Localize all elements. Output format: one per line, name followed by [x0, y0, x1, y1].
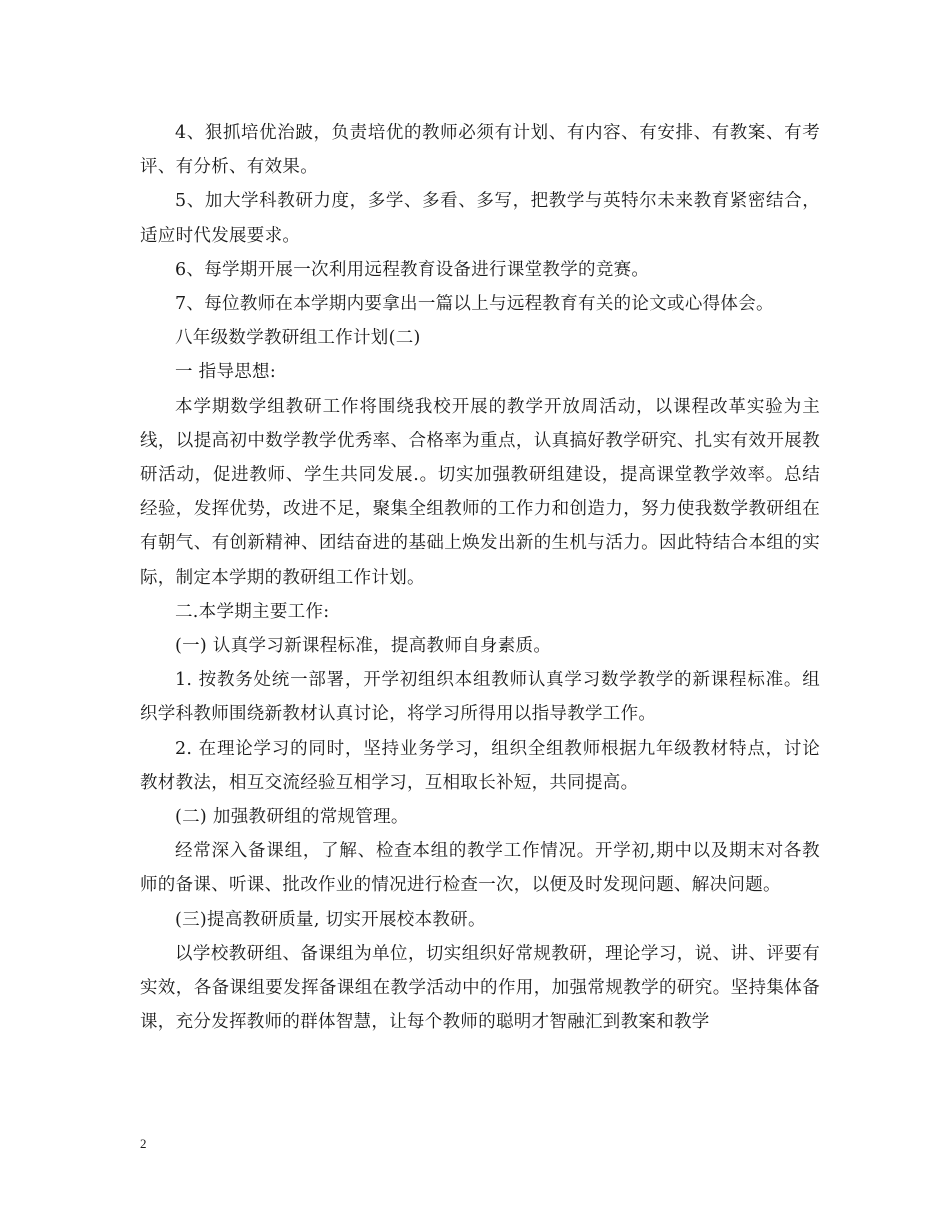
heading-guiding-ideology: 一 指导思想: — [175, 362, 277, 383]
paragraph-research-quality: 以学校教研组、备课组为单位，切实组织好常规教研，理论学习，说、讲、评要有实效，各备课组要发挥备课组在教学活动中的作用，加强常规教学的研究。坚持集体备课，充分发挥教师的群体智慧，让每个教师的聪明才智融汇到教案和教学 — [140, 943, 820, 1033]
section-title: 八年级数学教研组工作计划(二) — [175, 328, 421, 349]
heading-main-work: 二.本学期主要工作: — [175, 601, 330, 622]
paragraph-study-item-1: 1. 按教务处统一部署，开学初组织本组教师认真学习数学教学的新课程标准。组织学科教师围绕新教材认真讨论，将学习所得用以指导教学工作。 — [140, 670, 820, 725]
paragraph-item-5: 5、加大学科教研力度，多学、多看、多写，把教学与英特尔未来教育紧密结合，适应时代发展要求。 — [140, 191, 820, 246]
paragraph-item-6: 6、每学期开展一次利用远程教育设备进行课堂教学的竞赛。 — [175, 259, 650, 280]
page-number: 2 — [140, 1136, 147, 1151]
document-body — [140, 116, 820, 1039]
paragraph-routine-management: 经常深入备课组，了解、检查本组的教学工作情况。开学初,期中以及期末对各教师的备课、听课、批改作业的情况进行检查一次，以便及时发现问题、解决问题。 — [140, 841, 820, 896]
subheading-study-standards: (一) 认真学习新课程标准，提高教师自身素质。 — [175, 636, 552, 657]
paragraph-study-item-2: 2. 在理论学习的同时，坚持业务学习，组织全组教师根据九年级教材特点，讨论教材教法，相互交流经验互相学习，互相取长补短，共同提高。 — [140, 738, 820, 793]
paragraph-item-4: 4、狠抓培优治跛，负责培优的教师必须有计划、有内容、有安排、有教案、有考评、有分析、有效果。 — [140, 123, 820, 178]
paragraph-item-7: 7、每位教师在本学期内要拿出一篇以上与远程教育有关的论文或心得体会。 — [175, 294, 774, 315]
paragraph-guiding-ideology: 本学期数学组教研工作将围绕我校开展的教学开放周活动，以课程改革实验为主线，以提高初中数学教学优秀率、合格率为重点，认真搞好教学研究、扎实有效开展教研活动，促进教师、学生共同发展.。切实加强教研组建设，提高课堂教学效率。总结经验，发挥优势，改进不足，聚集全组教师的工作力和创造力，努力使我数学教研组在有朝气、有创新精神、团结奋进的基础上焕发出新的生机与活力。因此特结合本组的实际，制定本学期的教研组工作计划。 — [140, 396, 820, 588]
subheading-research-quality: (三)提高教研质量, 切实开展校本教研。 — [175, 909, 486, 930]
subheading-routine-management: (二) 加强教研组的常规管理。 — [175, 807, 409, 828]
